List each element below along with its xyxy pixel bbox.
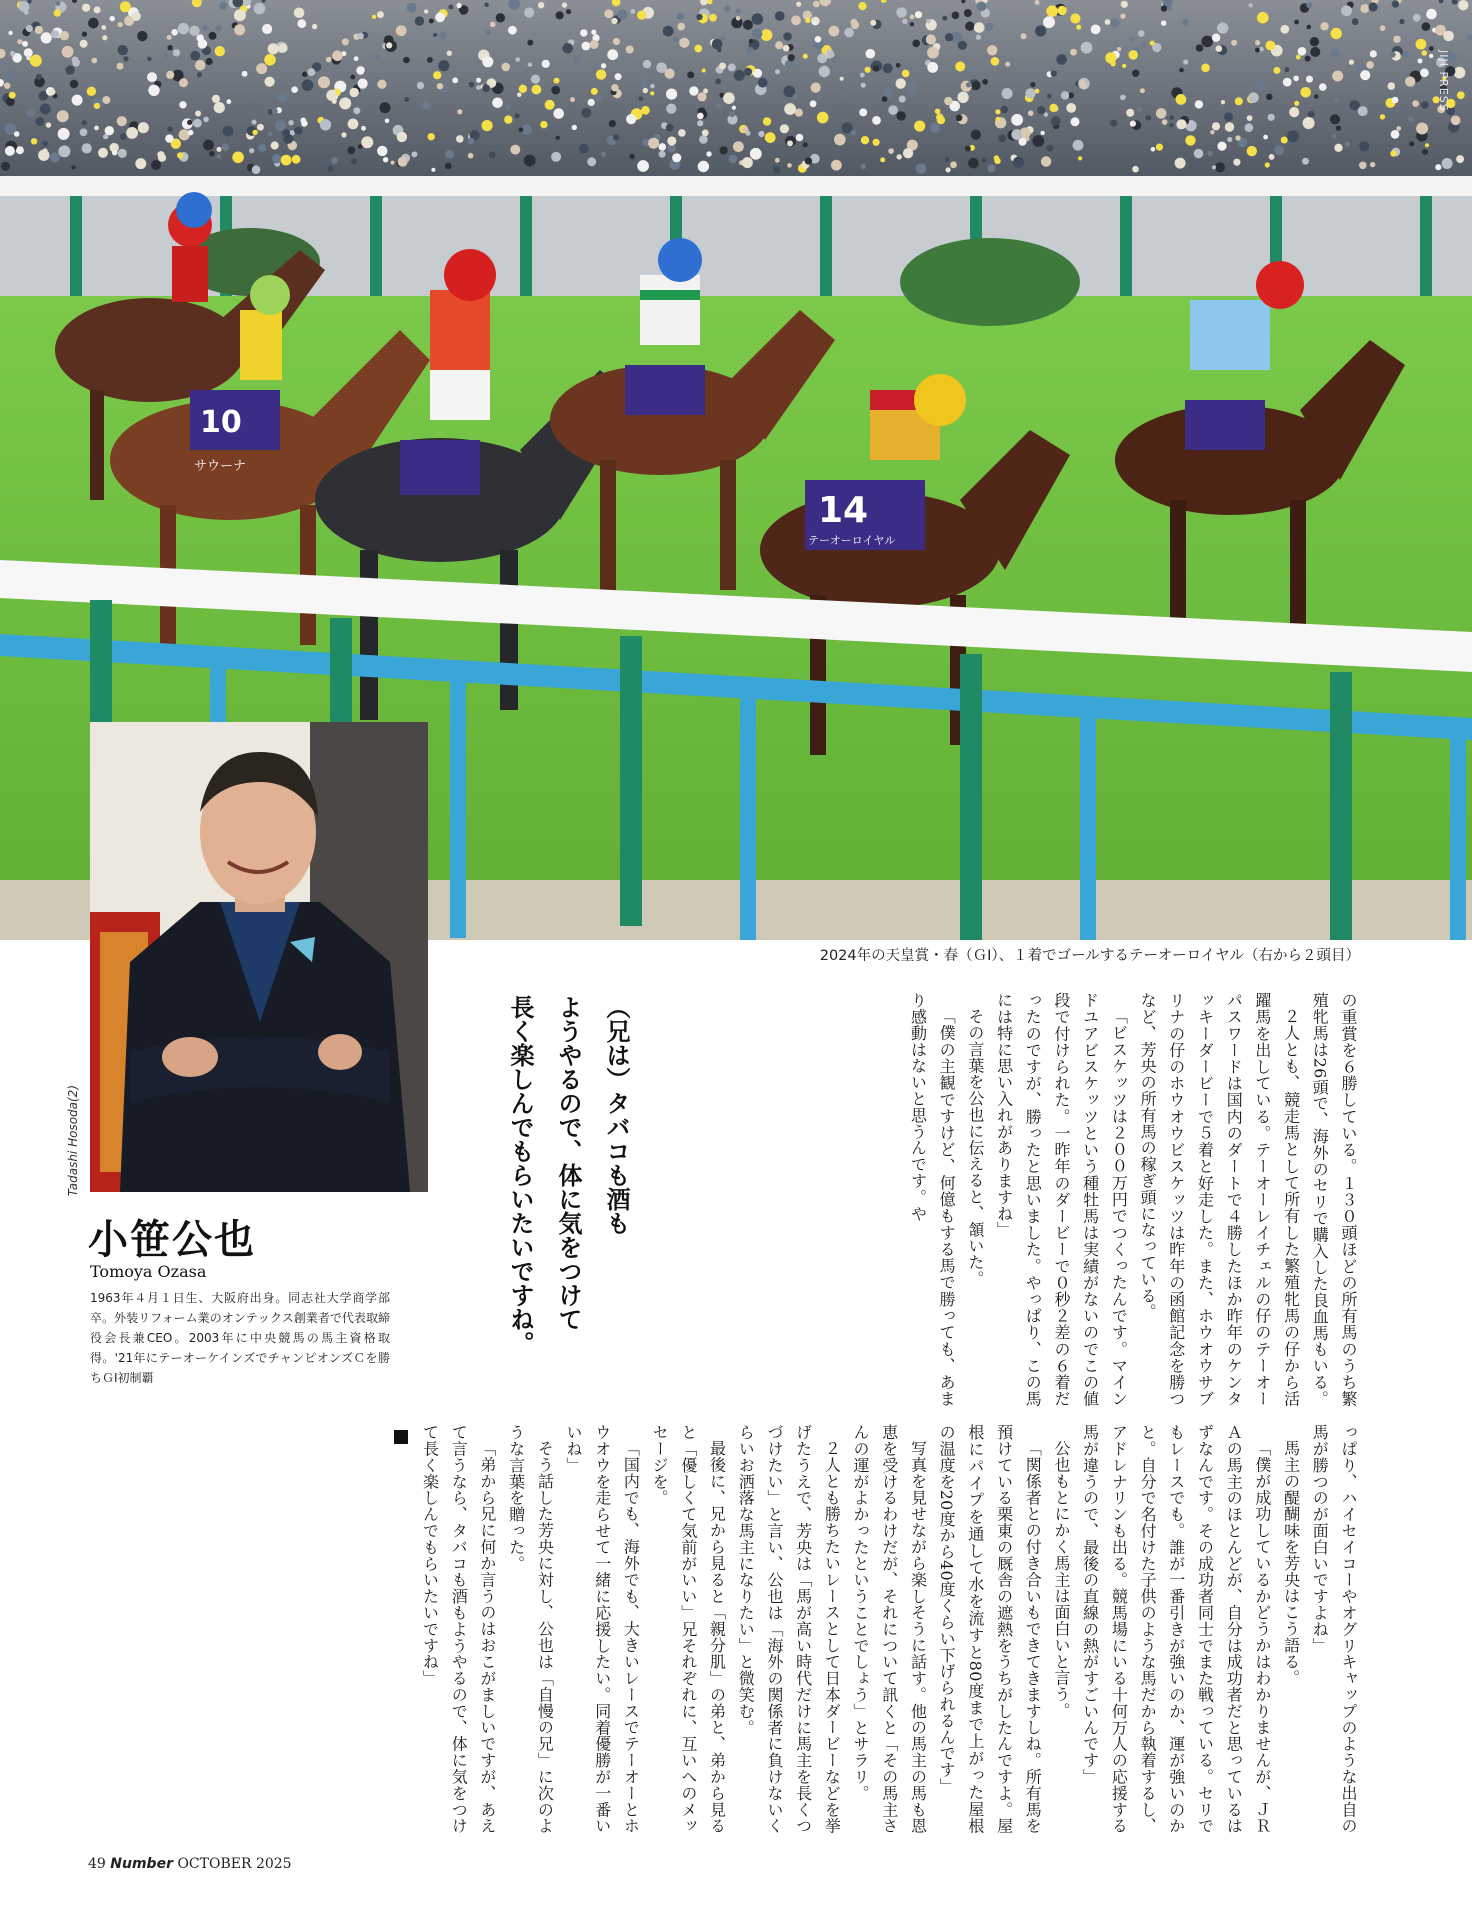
profile-romaji: Tomoya Ozasa [90, 1262, 207, 1281]
paragraph: 公也もとにかく馬主は面白いと言う。 [1051, 1440, 1071, 1719]
paragraph: ２人とも勝ちたいレースとして日本ダービーなどを挙げたうえで、芳央は「馬が高い時代だけに馬主を長くつづけたい」と言い、公也は「海外の関係者に負けないくらいお洒落な馬主になりたい」と微笑む。 [736, 1424, 842, 1834]
pull-quote: （兄は）タバコも酒も ようやるので、体に気をつけて 長く楽しんでもらいたいですね。 [506, 995, 630, 1355]
profile-name: 小笹公也 [88, 1217, 256, 1263]
paragraph: 「弟から兄に何か言うのはおこがましいですが、あえて言うなら、タバコも酒もようやるので、体に気をつけて長く楽しんでもらいたいですね」 [420, 1424, 497, 1834]
portrait-illustration [90, 722, 428, 1192]
paragraph: 馬主の醍醐味を芳央はこう語る。 [1281, 1440, 1301, 1686]
paragraph: 最後に、兄から見ると「親分肌」の弟と、弟から見ると「優しくて気前がいい」兄それぞれに、互いへのメッセージを。 [650, 1424, 727, 1834]
saddle-name: サウーナ [194, 459, 247, 474]
article-body-upper [716, 992, 1362, 1407]
photo-credit: JIJI PRESS [1437, 50, 1450, 112]
paragraph: 「僕の主観ですけど、何億もする馬で勝っても、あまり感動はないと思うんです。や [908, 992, 957, 1407]
paragraph: っぱり、ハイセイコーやオグリキャップのような出自の馬が勝つのが面白いですよね」 [1310, 1424, 1358, 1834]
page-number: 49 [88, 1856, 106, 1872]
paragraph: 写真を見せながら楽しそうに話す。他の馬主の馬も恩恵を受けるわけだが、それについて訊くと「その馬主さんの運がよかったということでしょう」とサラリ。 [851, 1424, 928, 1834]
paragraph: の重賞を６勝している。１３０頭ほどの所有馬のうち繁殖牝馬は26頭で、海外のセリで購入した良血馬もいる。 [1310, 992, 1358, 1407]
magazine-name: Number [110, 1856, 173, 1872]
paragraph: そう話した芳央に対し、公也は「自慢の兄」に次のような言葉を贈った。 [506, 1424, 555, 1834]
issue-date: OCTOBER 2025 [177, 1856, 292, 1872]
folio [88, 1856, 292, 1872]
photo-caption: 2024年の天皇賞・春（ＧⅠ）、１着でゴールするテーオーロイヤル（右から２頭目） [819, 948, 1360, 964]
paragraph: 「関係者との付き合いもできてきますしね。所有馬を預けている栗東の厩舎の遮熱をうちがしたんですよ。屋根にパイプを通して水を流すと80度まで上がった屋根の温度を20度から40度くらい下げられるんです」 [937, 1424, 1043, 1834]
profile-bio: 1963年４月１日生、大阪府出身。同志社大学商学部卒。外装リフォーム業のオンテックス創業者で代表取締役会長兼CEO。2003年に中央競馬の馬主資格取得。'21年にテーオーケインズでチャンピオンズＣを勝ちＧⅠ初制覇 [90, 1291, 390, 1385]
saddle-number: 14 [818, 490, 869, 531]
saddle-number: 10 [200, 405, 242, 440]
paragraph: 「ビスケッツは２００万円でつくったんです。マインドユアビスケッツという種牡馬は実績がないのでこの値段で付けられた。一昨年のダービーで０秒２差の６着だったのですが、勝ったと思いました。やっぱり、この馬には特に思い入れがありますね」 [994, 992, 1129, 1407]
end-mark-wrap [386, 1424, 415, 1834]
paragraph: その言葉を公也に伝えると、頷いた。 [965, 1008, 985, 1287]
end-mark-icon [394, 1430, 408, 1444]
portrait-credit: Tadashi Hosoda(2) [66, 1085, 80, 1197]
paragraph: 「国内でも、海外でも、大きいレースでテーオーとホウオウを走らせて一緒に応援したい。同着優勝が一番いいね」 [564, 1424, 641, 1834]
article-body-lower [86, 1424, 1362, 1834]
paragraph: ２人とも、競走馬として所有した繁殖牝馬の仔から活躍馬を出している。テーオーレイチェルの仔のテーオーパスワードは国内のダートで４勝したほか昨年のケンタッキーダービーで５着と好走した。また、ホウオウサブリナの仔のホウオウビスケッツは昨年の函館記念を勝つなど、芳央の所有馬の稼ぎ頭になっている。 [1138, 992, 1301, 1407]
saddle-name: テーオーロイヤル [808, 534, 896, 547]
paragraph: 「僕が成功しているかどうかはわかりませんが、ＪＲＡの馬主のほとんどが、自分は成功者だと思っているはずなんです。その成功者同士でまた戦っている。セリでもレースでも。誰が一番引きが強いのか、運が強いのかと。自分で名付けた子供のような馬だから執着するし、アドレナリンも出る。競馬場にいる十何万人の応援する馬が違うので、最後の直線の熱がすごいんです」 [1080, 1424, 1272, 1834]
portrait-photo [90, 722, 428, 1192]
